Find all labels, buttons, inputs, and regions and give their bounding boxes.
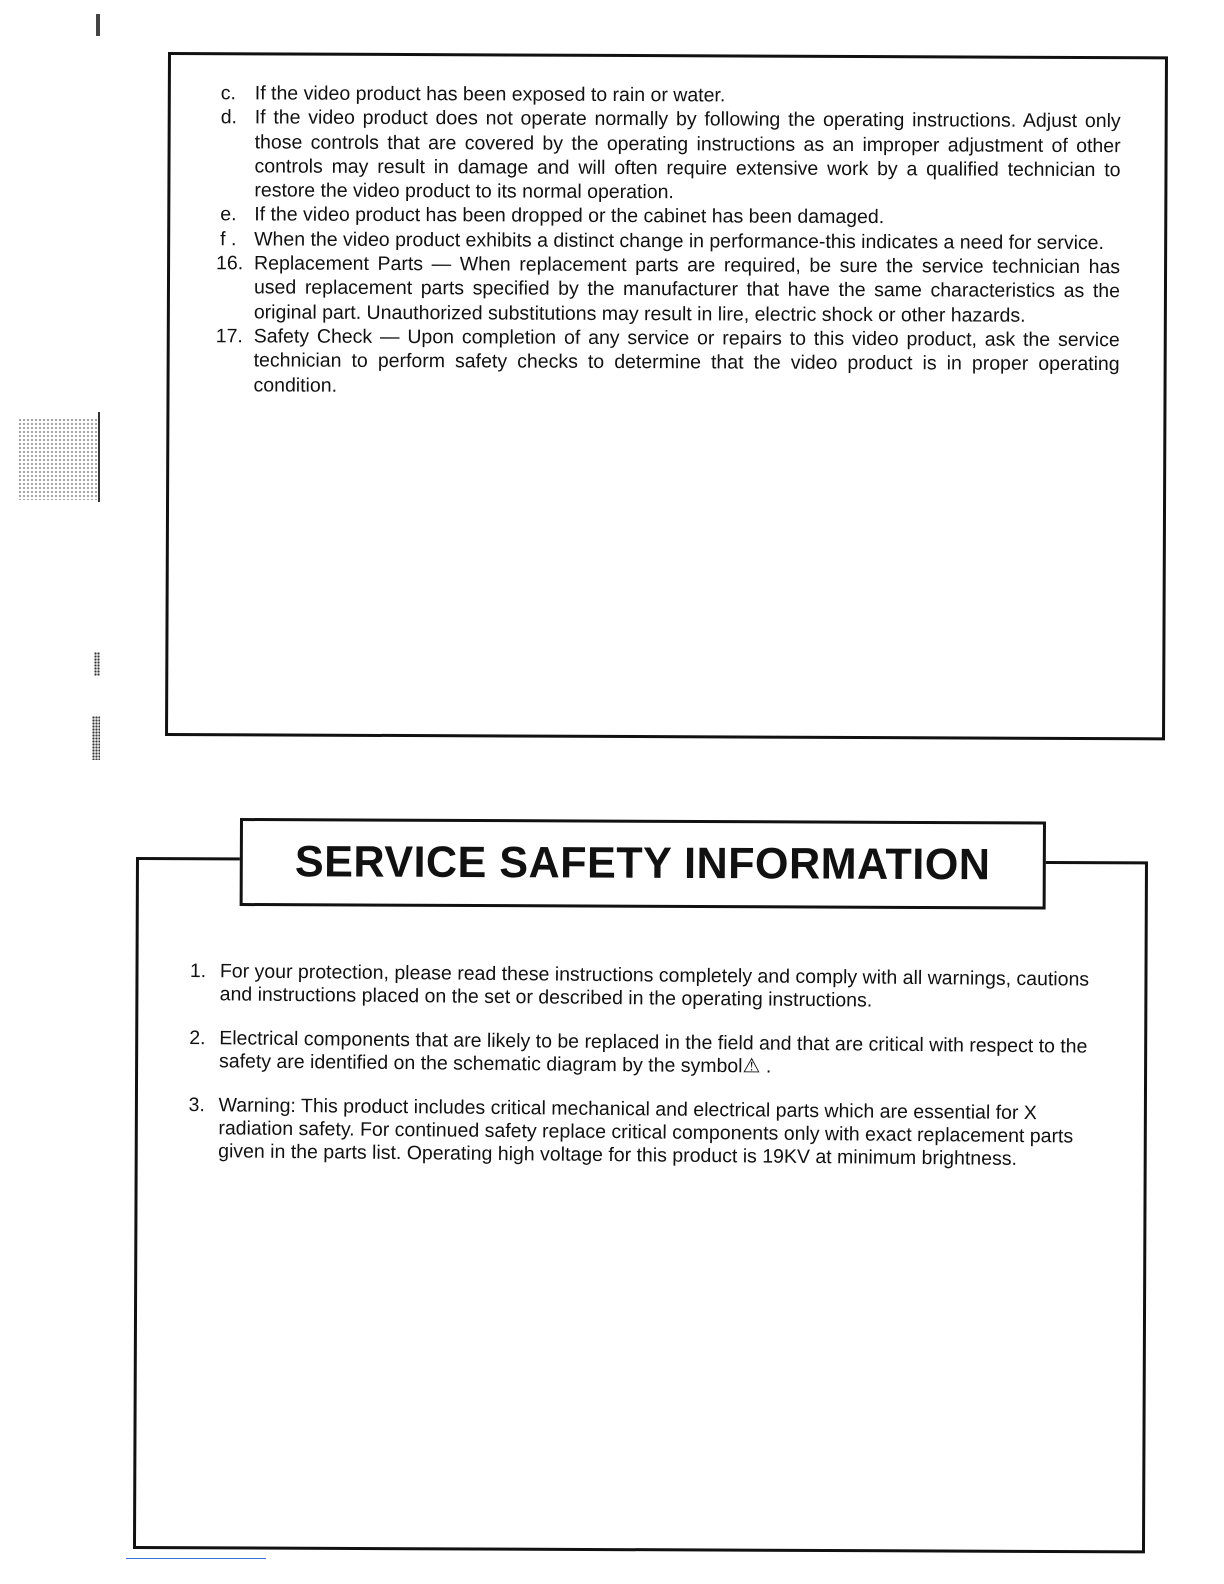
top-instructions-box [165, 52, 1168, 740]
list-item [220, 106, 1120, 207]
item-marker: 2. [189, 1026, 206, 1050]
item-suffix: . [760, 1055, 772, 1078]
list-item [188, 1094, 1089, 1172]
item-text: For your protection, please read these instructions completely and comply with all warnings, cautions and instructions placed on the set or described in the operating instructions. [219, 960, 1090, 1012]
item-text: When the video product exhibits a distinct change in performance-this indicates a need for service. [254, 228, 1105, 254]
scan-artifact [94, 652, 100, 676]
scan-artifact [96, 14, 100, 36]
list-item [189, 1027, 1089, 1082]
top-instructions-list [215, 81, 1121, 401]
item-marker: 3. [188, 1093, 205, 1117]
item-text: Replacement Parts — When replacement parts are required, be sure the service technician has used replacement parts specified by the manufacturer that have the same characteristics as the original part. Unauthorized substitutions may result in lire, electric shock or other hazards. [253, 252, 1121, 327]
footer-rule [126, 1558, 266, 1559]
item-marker: d. [220, 106, 238, 129]
list-item [190, 960, 1090, 1015]
item-text: Electrical components that are likely to be replaced in the field and that are critical with respect to the safety are identified on the schematic diagram by the symbol [218, 1027, 1088, 1078]
item-marker: 16. [216, 252, 244, 275]
list-item [215, 324, 1120, 401]
item-marker: 17. [215, 325, 243, 348]
item-text: If the video product has been dropped or the cabinet has been damaged. [254, 203, 885, 229]
warning-triangle-icon: ⚠ [742, 1055, 761, 1078]
section-title: SERVICE SAFETY INFORMATION [294, 837, 991, 890]
scan-artifact [92, 716, 100, 760]
item-marker: e. [220, 203, 237, 226]
item-text: Warning: This product includes critical mechanical and electrical parts which are essential for X radiation safety. For continued safety replace critical components only with exact replacement parts given in the parts list. Operating high voltage for this product is 19KV at minimum brightness. [218, 1094, 1074, 1170]
item-marker: 1. [189, 960, 207, 983]
item-marker: c. [220, 82, 237, 105]
item-text: Safety Check — Upon completion of any service or repairs to this video product, ask the service technician to perform safety checks to determine that the video product is in proper operating condition. [253, 325, 1120, 397]
scan-artifact [98, 412, 100, 502]
section-title-box [240, 818, 1046, 910]
item-text: If the video product does not operate normally by following the operating instructions. Adjust only those controls that are covered by the operating instructions as an improper adjustment of other controls may result in damage and will often require extensive work by a qualified technician to restore the video product to its normal operation. [254, 106, 1121, 204]
service-safety-list [188, 960, 1090, 1193]
item-marker: f . [220, 228, 237, 251]
item-text: If the video product has been exposed to rain or water. [254, 82, 726, 107]
list-item [216, 251, 1121, 328]
scan-artifact [18, 418, 100, 500]
